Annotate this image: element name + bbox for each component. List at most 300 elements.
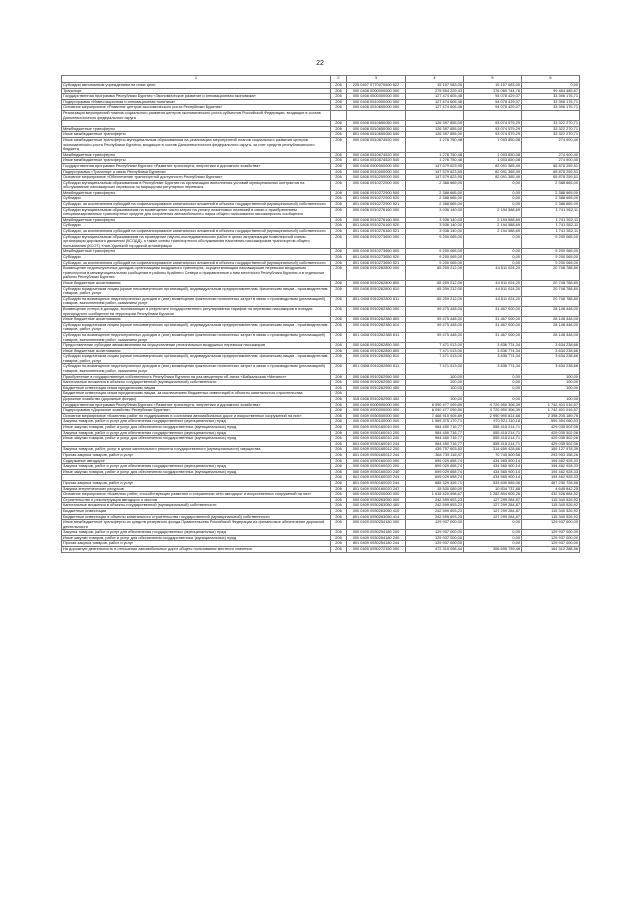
approved-cell: 65 259 212,00 [406,266,464,281]
executed-cell: 434 565 900,14 [464,458,522,464]
executed-cell: 94 078 429,07 [464,99,522,105]
executed-cell: 0,00 [464,190,522,196]
unexecuted-cell: 33 396 176,71 [522,99,580,105]
unexecuted-cell: 65 878 259,51 [522,175,580,181]
executed-cell: 82 091 365,49 [464,169,522,175]
executed-cell: 2 194 588,69 [464,207,522,217]
approved-cell: 242 599 693,23 [406,503,464,509]
approved-cell: 9 200 065,00 [406,255,464,261]
executed-cell: 82 091 365,49 [464,163,522,169]
budget-code-cell: 801 0408 0910276160 520 [347,223,406,229]
unexecuted-cell: 432 526 684,52 [522,492,580,498]
budget-code-cell: 000 0408 0910262380 000 [347,306,406,316]
unexecuted-cell: 599 354 060,53 [522,419,580,425]
executed-cell: 0,00 [464,374,522,380]
unexecuted-cell: 9 200 065,00 [522,234,580,249]
budget-code-cell: 000 0409 0930100000 000 [347,419,406,425]
approved-cell: 984 450 716,77 [406,436,464,442]
executed-cell: 94 078 429,07 [464,94,522,100]
row-name-cell: Подпрограмма «Инвестиционная и инновационная политика» [62,99,331,105]
approved-cell: 9 200 065,00 [406,260,464,266]
budget-code-cell: 000 0408 0910273650 000 [347,234,406,249]
budget-code-cell: 000 0408 0910262850 800 [347,348,406,354]
executed-cell: 2 990 990 814,68 [464,413,522,419]
section-code-cell: 206 [331,541,347,547]
executed-cell: 314 659 428,66 [464,447,522,453]
unexecuted-cell: 1 742 401 016,57 [522,408,580,414]
approved-cell: 7 471 013,00 [406,354,464,364]
section-code-cell: 206 [331,163,347,169]
section-code-cell: 206 [331,503,347,509]
section-code-cell: 206 [331,391,347,397]
section-code-cell: 206 [331,332,347,342]
unexecuted-cell: 1 742 401 016,57 [522,402,580,408]
row-name-cell: Иные закупки товаров, работ и услуг для обеспечения государственных (муниципальных) нужд [62,425,331,431]
unexecuted-cell: 33 322 270,71 [522,132,580,138]
executed-cell: 0,00 [464,520,522,530]
budget-code-cell: 000 0408 0900000000 000 [347,163,406,169]
budget-code-cell: 000 0408 0910262950 400 [347,380,406,386]
approved-cell: 1 276 750,48 [406,158,464,164]
unexecuted-cell: 4 645 842,25 [522,486,580,492]
executed-cell: 0,00 [464,196,522,202]
unexecuted-cell: 65 878 259,51 [522,163,580,169]
row-name-cell: Подпрограмма «Дорожное хозяйство Республики Бурятия» [62,408,331,414]
budget-code-cell: 801 0408 0910272900 521 [347,202,406,208]
section-code-cell: 206 [331,229,347,235]
budget-code-cell: 000 0409 0930000000 000 [347,413,406,419]
row-name-cell: Транспорт [62,88,331,94]
row-name-cell: Субсидии [62,196,331,202]
unexecuted-cell: 100,00 [522,380,580,386]
section-code-cell: 206 [331,196,347,202]
row-name-cell: Подпрограмма «Транспорт и связь Республики Бурятия» [62,169,331,175]
unexecuted-cell: 2 398 205 189,76 [522,413,580,419]
budget-code-cell: 000 0408 0510600000 000 [347,105,406,111]
approved-cell: 3 936 140,00 [406,207,464,217]
executed-cell: 0,00 [464,255,522,261]
row-name-cell: Бюджетные инвестиции [62,508,331,514]
section-code-cell: 206 [331,441,347,447]
column-header: 1 [62,76,331,83]
approved-cell: 127 474 605,48 [406,94,464,100]
row-name-cell: Иные бюджетные ассигнования [62,280,331,286]
unexecuted-cell: 9 200 065,00 [522,260,580,266]
row-name-cell: Закупка товаров, работ, услуг в целях капитального ремонта государственного (муниципального) имущества [62,447,331,453]
approved-cell: 129 937 000,00 [406,541,464,547]
budget-code-cell: 000 0408 0910262380 810 [347,322,406,332]
executed-cell: 0,00 [464,530,522,536]
executed-cell: 10 834 737,88 [464,486,522,492]
unexecuted-cell [522,110,580,120]
executed-cell: 44 511 024,20 [464,296,522,306]
table-row [62,286,580,296]
budget-code-cell: 000 0409 0930254180 200 [347,530,406,536]
section-code-cell: 206 [331,234,347,249]
row-name-cell: Иные закупки товаров, работ и услуг для обеспечения государственных (муниципальных) нужд [62,436,331,442]
section-code-cell: 206 [331,202,347,208]
executed-cell: 3 836 774,34 [464,348,522,354]
budget-code-cell: 801 0408 0910272900 520 [347,196,406,202]
row-name-cell: Субсидии юридическим лицам (кроме некоммерческих организаций), индивидуальным предпринимателям, физическим лицам - производителям товаров, работ, услуг [62,322,331,332]
column-header: 3 [347,76,406,83]
section-code-cell: 206 [331,306,347,316]
approved-cell: 129 937 000,00 [406,520,464,530]
executed-cell: 127 299 284,87 [464,514,522,520]
table-body [62,83,580,553]
budget-code-cell: 000 0409 0000000000 000 [347,402,406,408]
budget-code-cell: 000 0408 0510650050 000 [347,121,406,127]
budget-code-cell: 000 0408 0910273650 500 [347,249,406,255]
budget-code-cell: 801 0408 0910262800 811 [347,296,406,306]
unexecuted-cell: 194 462 928,33 [522,464,580,470]
row-name-cell: Субсидии на возмещение недополученных доходов и (или) возмещение фактически понесенных затрат в связи с производством (реализацией) товаров, выполнением работ, оказанием услуг [62,332,331,342]
section-code-cell: 206 [331,374,347,380]
executed-cell: 555 415 214,71 [464,425,522,431]
row-name-cell: Строительство и реконструкция автодорог и мостов [62,497,331,503]
section-code-cell: 206 [331,425,347,431]
approved-cell: 65 259 212,00 [406,280,464,286]
unexecuted-cell: 2 388 665,00 [522,190,580,196]
section-code-cell: 206 [331,190,347,196]
approved-cell: 364 739 116,47 [406,452,464,458]
section-code-cell [331,110,347,120]
executed-cell: 1 003 850,08 [464,137,522,152]
executed-cell: 127 299 284,87 [464,508,522,514]
executed-cell: 93 074 579,29 [464,121,522,127]
table-row [62,234,580,249]
section-code-cell: 206 [331,547,347,553]
page-number: 22 [316,60,324,67]
budget-code-cell: 000 0408 0910262800 000 [347,266,406,281]
executed-cell [464,110,522,120]
row-name-cell: Бюджетные инвестиции в объекты капитального строительства государственной (муниципальной) собственности [62,514,331,520]
approved-cell [406,110,464,120]
section-code-cell: 206 [331,486,347,492]
section-code-cell: 206 [331,348,347,354]
approved-cell: 65 259 212,00 [406,286,464,296]
approved-cell: 59 475 448,00 [406,332,464,342]
executed-cell: 434 565 900,14 [464,475,522,481]
section-code-cell: 206 [331,296,347,306]
unexecuted-cell: 65 878 259,51 [522,169,580,175]
approved-cell: 126 397 855,00 [406,132,464,138]
executed-cell: 127 299 284,87 [464,497,522,503]
section-code-cell: 206 [331,508,347,514]
executed-cell: 31 467 000,00 [464,317,522,323]
row-name-cell: Субсидии муниципальным образованиям на возмещение части затрат на уплату лизинговых платежей в связи с приобретением специализированных транспортных средств для сохранения автомобильного парка общего пользования пассажирского сообщения [62,207,331,217]
approved-cell: 65 259 212,00 [406,296,464,306]
budget-code-cell: 000 0409 0930160010 000 [347,425,406,431]
budget-code-cell: 801 0409 0930263050 414 [347,514,406,520]
row-name-cell: Приобретение в государственную собственность Республики Бурятия на раз-мещенную об-лигах «Байкальская «Мегалит» [62,374,331,380]
section-code-cell: 206 [331,419,347,425]
unexecuted-cell: 169 127 978,39 [522,447,580,453]
row-name-cell: Закупка товаров, работ и услуг для обеспечения государственных (муниципальных) нужд [62,530,331,536]
row-name-cell: Межбюджетные трансферты [62,249,331,255]
section-code-cell: 206 [331,402,347,408]
section-code-cell: 206 [331,121,347,127]
executed-cell: 70 745 500,58 [464,452,522,458]
approved-cell: 2 388 665,00 [406,190,464,196]
section-code-cell: 206 [331,175,347,181]
executed-cell: 31 467 000,00 [464,306,522,316]
unexecuted-cell: 3 634 238,66 [522,343,580,349]
row-name-cell: Бюджетные инвестиции иным юридическим лицам, за исключением бюджетных инвестиций в объекты капитального строительства [62,391,331,397]
unexecuted-cell: 28 148 448,00 [522,306,580,316]
row-name-cell: Субсидии, за исключением субсидий на софинансирование капитальных вложений в объекты государственной (муниципальной) собственности [62,260,331,266]
table-row [62,137,580,152]
section-code-cell: 206 [331,99,347,105]
budget-code-cell: 000 0409 0930263050 000 [347,497,406,503]
budget-code-cell: 000 0409 0930160010 200 [347,430,406,436]
executed-cell: 1 282 894 605,26 [464,492,522,498]
unexecuted-cell: 129 937 000,00 [522,541,580,547]
approved-cell: 472 315 098,44 [406,547,464,553]
unexecuted-cell: 194 462 928,33 [522,458,580,464]
section-code-cell: 206 [331,83,347,89]
executed-cell: 3 836 774,34 [464,354,522,364]
budget-code-cell: 801 0408 0910262380 811 [347,332,406,342]
unexecuted-cell: 3 634 238,66 [522,364,580,374]
budget-code-cell: 801 0408 0910273650 521 [347,260,406,266]
unexecuted-cell: 115 340 526,92 [522,514,580,520]
executed-cell: 3 836 774,34 [464,364,522,374]
section-code-cell: 206 [331,364,347,374]
budget-code-cell: 000 0408 0910262800 810 [347,286,406,296]
budget-code-cell: 000 0409 0930160020 000 [347,458,406,464]
executed-cell: 82 091 365,49 [464,175,522,181]
section-code-cell: 206 [331,354,347,364]
unexecuted-cell: 2 388 665,00 [522,202,580,208]
section-code-cell: 206 [331,452,347,458]
unexecuted-cell: 33 322 270,71 [522,121,580,127]
unexecuted-cell: 9 200 065,00 [522,249,580,255]
section-code-cell: 206 [331,217,347,223]
row-name-cell: Межбюджетные трансферты [62,217,331,223]
budget-code-cell: 801 0409 0930160020 244 [347,475,406,481]
executed-cell: 0,00 [464,385,522,391]
budget-code-cell: 000 0408 0910200000 000 [347,175,406,181]
column-header: 5 [464,76,522,83]
header-row [62,76,580,83]
row-name-cell: Основное мероприятие «Развитие центров экономического роста Республики Бурятия» [62,105,331,111]
section-code-cell: 206 [331,105,347,111]
executed-cell: 0,00 [464,202,522,208]
section-code-cell: 206 [331,380,347,386]
approved-cell: 147 579 623,95 [406,163,464,169]
budget-table [61,75,580,553]
row-name-cell: Субсидии юридическим лицам (кроме некоммерческих организаций), индивидуальным предпринимателям, физическим лицам - производителям товаров, работ, услуг [62,286,331,296]
approved-cell: 9 200 065,00 [406,249,464,255]
column-header: 6 [522,76,580,83]
executed-cell: 44 511 024,20 [464,266,522,281]
executed-cell: 15 157 083,00 [464,83,522,89]
unexecuted-cell: 274 900,40 [522,137,580,152]
row-name-cell: Капитальные вложения в объекты государственной (муниципальной) собственности [62,380,331,386]
budget-code-cell [347,110,406,120]
executed-cell: 533 830 585,06 [464,480,522,486]
row-name-cell: Субсидии, за исключением субсидий на софинансирование капитальных вложений в объекты государственной (муниципальной) собственности [62,202,331,208]
section-code-cell: 206 [331,88,347,94]
section-code-cell: 206 [331,180,347,190]
unexecuted-cell: 129 937 000,00 [522,530,580,536]
unexecuted-cell: 274 900,40 [522,158,580,164]
section-code-cell: 206 [331,266,347,281]
budget-code-cell: 000 0408 0910262950 000 [347,374,406,380]
unexecuted-cell: 467 230 728,58 [522,480,580,486]
executed-cell: 970 021 110,18 [464,419,522,425]
row-name-cell: Предоставление субсидии авиакомпаниям на осуществление региональных воздушных перевозок пассажиров [62,343,331,349]
approved-cell: 242 599 693,23 [406,514,464,520]
approved-cell: 100,00 [406,397,464,403]
unexecuted-cell: 100,00 [522,397,580,403]
unexecuted-cell: 129 937 000,00 [522,520,580,530]
approved-cell: 242 599 693,23 [406,497,464,503]
unexecuted-cell: 115 340 526,92 [522,503,580,509]
approved-cell: 1 615 420 998,67 [406,492,464,498]
row-name-cell: Прочая закупка товаров, работ и услуг [62,452,331,458]
budget-code-cell: 801 0408 0910276160 521 [347,229,406,235]
row-name-cell: Основное мероприятие «Комплекс работ, способствующих развитию и сохранению сети автодорог и искусственных сооружений на них» [62,492,331,498]
row-name-cell: Основное мероприятие «Комплекс работ по поддержанию в состоянии автомобильных дорог и искусственных сооружений на них» [62,413,331,419]
executed-cell: 94 078 429,07 [464,105,522,111]
row-name-cell: Субсидии, за исключением субсидий на софинансирование капитальных вложений в объекты государственной (муниципальной) собственности [62,229,331,235]
approved-cell: 699 029 658,74 [406,458,464,464]
unexecuted-cell: 33 322 270,71 [522,126,580,132]
budget-code-cell: 000 0408 0910276160 500 [347,217,406,223]
approved-cell: 699 029 658,74 [406,475,464,481]
row-name-cell: Межбюджетные трансферты [62,152,331,158]
budget-code-cell: 000 0409 0930272150 000 [347,547,406,553]
table-row [62,354,580,364]
budget-code-cell: 000 0409 0930200000 000 [347,492,406,498]
approved-cell: 439 757 603,83 [406,447,464,453]
approved-cell: 984 450 716,77 [406,430,464,436]
approved-cell: 3 936 140,00 [406,223,464,229]
approved-cell: 2 388 665,00 [406,180,464,190]
section-code-cell: 206 [331,280,347,286]
budget-code-cell: 801 0409 0930160010 244 [347,441,406,447]
column-header: 4 [406,76,464,83]
approved-cell: 100,00 [406,374,464,380]
executed-cell: 4 720 950 306,39 [464,402,522,408]
executed-cell: 1 003 850,08 [464,152,522,158]
unexecuted-cell: 20 748 788,80 [522,296,580,306]
table-row [62,364,580,374]
approved-cell: 127 474 605,48 [406,99,464,105]
section-code-cell: 206 [331,152,347,158]
table-row [62,322,580,332]
approved-cell: 3 936 140,00 [406,217,464,223]
row-name-cell: Иные межбюджетные трансферты [62,132,331,138]
approved-cell: 100,00 [406,380,464,386]
executed-cell: 93 074 579,29 [464,132,522,138]
budget-code-cell: 225 0407 0770070690 622 [347,83,406,89]
table-row [62,180,580,190]
approved-cell: 699 029 658,74 [406,464,464,470]
unexecuted-cell: 1 741 552,11 [522,217,580,223]
executed-cell: 176 069 744,76 [464,88,522,94]
row-name-cell: Иные бюджетные ассигнования [62,348,331,354]
budget-code-cell: 000 0408 0910262800 800 [347,280,406,286]
section-code-cell: 206 [331,436,347,442]
approved-cell: 129 937 000,00 [406,535,464,541]
executed-cell: 555 415 214,71 [464,436,522,442]
unexecuted-cell: 20 748 788,80 [522,280,580,286]
approved-cell: 699 029 658,74 [406,469,464,475]
budget-code-cell: 801 0409 0930160012 244 [347,452,406,458]
budget-code-cell: 801 0409 0930160020 247 [347,486,406,492]
approved-cell: 7 471 013,00 [406,364,464,374]
unexecuted-cell: 194 462 928,33 [522,469,580,475]
approved-cell: 1 569 375 170,71 [406,419,464,425]
section-code-cell: 206 [331,458,347,464]
budget-code-cell: 801 0409 0930254180 244 [347,541,406,547]
row-name-cell: Закупка товаров, работ и услуг для обеспечения государственных (муниципальных) нужд [62,464,331,470]
unexecuted-cell: 1 741 552,11 [522,229,580,235]
approved-cell: 242 599 693,23 [406,508,464,514]
executed-cell: 31 467 000,00 [464,322,522,332]
table-row [62,306,580,316]
unexecuted-cell: 429 035 502,06 [522,425,580,431]
budget-code-cell: 000 0408 0910262850 810 [347,354,406,364]
executed-cell: 0,00 [464,397,522,403]
executed-cell: 434 565 900,14 [464,464,522,470]
budget-code-cell: 801 0408 0910273650 520 [347,255,406,261]
row-name-cell: Иные межбюджетные трансферты из средств резервного фонда Правительства Российской Федерации на финансовое обеспечение дорожной деятельности [62,520,331,530]
unexecuted-cell: 20 748 788,80 [522,266,580,281]
executed-cell: 4 720 950 306,39 [464,408,522,414]
section-code-cell: 206 [331,322,347,332]
row-name-cell: Прочая закупка товаров, работ и услуг [62,480,331,486]
executed-cell: 0,00 [464,535,522,541]
row-name-cell: Субсидии на возмещение недополученных доходов и (или) возмещение фактически понесенных затрат в связи с производством (реализацией) товаров, выполнением работ, оказанием услуг [62,364,331,374]
budget-code-cell: 801 0408 0510650050 540 [347,132,406,138]
executed-cell: 0,00 [464,234,522,249]
approved-cell: 100,00 [406,385,464,391]
section-code-cell: 206 [331,514,347,520]
section-code-cell: 206 [331,530,347,536]
approved-cell: 59 475 448,00 [406,306,464,316]
section-code-cell: 206 [331,492,347,498]
budget-code-cell: 000 0408 0910262950 450 [347,385,406,391]
row-name-cell: Иные бюджетные ассигнования [62,317,331,323]
section-code-cell: 206 [331,137,347,152]
section-code-cell: 206 [331,169,347,175]
executed-cell: 0,00 [464,249,522,255]
section-code-cell: 206 [331,385,347,391]
approved-cell: 3 936 140,00 [406,229,464,235]
budget-code-cell: 000 0408 0910272900 500 [347,190,406,196]
unexecuted-cell: 3 634 238,66 [522,348,580,354]
approved-cell: 15 157 083,00 [406,83,464,89]
budget-code-cell: 000 0408 0510674520 000 [347,137,406,152]
section-code-cell: 206 [331,497,347,503]
unexecuted-cell: 20 748 788,80 [522,286,580,296]
unexecuted-cell: 429 035 502,06 [522,430,580,436]
approved-cell: 984 450 716,77 [406,425,464,431]
executed-cell: 127 299 284,87 [464,503,522,509]
table-row [62,207,580,217]
section-code-cell: 206 [331,94,347,100]
column-header: 2 [331,76,347,83]
section-code-cell: 206 [331,207,347,217]
budget-code-cell: 000 0409 0930254180 240 [347,535,406,541]
section-code-cell: 206 [331,126,347,132]
table-row [62,296,580,306]
row-name-cell: Содержание автодорог [62,458,331,464]
